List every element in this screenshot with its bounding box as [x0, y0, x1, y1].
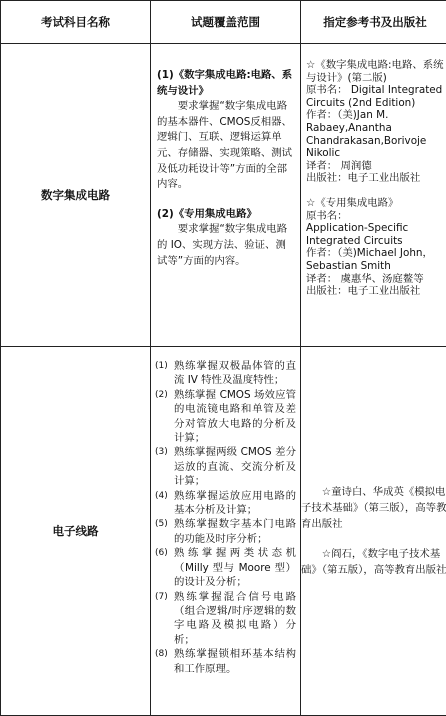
- book-title: ☆《专用集成电路》: [306, 197, 445, 210]
- book-detail: 作者：（美)Michael John，Sebastian Smith: [306, 247, 445, 272]
- scope-cell: [151, 44, 301, 347]
- book-reference: ☆阎石，《数字电子技术基础》（第五版），高等教育出版社: [301, 546, 446, 578]
- scope-cell: [151, 347, 301, 716]
- item-text: 熟练掌握数字基本门电路的功能及时序分析；: [174, 517, 296, 546]
- books-cell: [301, 44, 446, 347]
- list-item: [155, 388, 296, 446]
- book-detail: 原书名：: [306, 210, 445, 223]
- item-text: 熟练掌握两类状态机（Milly 型与 Moore 型）的设计及分析；: [174, 546, 296, 589]
- scope-section-body: 要求掌握“数字集成电路的 IO、实现方法、验证、测试等”方面的内容。: [157, 222, 294, 269]
- item-number: (6): [155, 546, 174, 589]
- list-item: [155, 647, 296, 676]
- item-number: (3): [155, 445, 174, 488]
- item-number: (1): [155, 359, 174, 388]
- book-detail: 出版社：电子工业出版社: [306, 172, 445, 185]
- header-scope: 试题覆盖范围: [151, 1, 301, 44]
- book-detail: 原书名： Digital Integrated Circuits (2nd Edition): [306, 84, 445, 109]
- book-detail: 译者： 周润德: [306, 160, 445, 173]
- scope-section-title: (1)《数字集成电路:电路、系统与设计》: [157, 68, 294, 99]
- subject-cell: 电子线路: [1, 347, 151, 716]
- scope-list: [151, 347, 300, 676]
- table-header-row: [1, 1, 446, 44]
- list-item: [155, 445, 296, 488]
- subject-cell: 数字集成电路: [1, 44, 151, 347]
- scope-section-body: 要求掌握“数字集成电路的基本器件、CMOS反相器、逻辑门、互联、逻辑运算单元、存储器、实现策略、测试及低功耗设计等”方面的全部内容。: [157, 99, 294, 193]
- item-number: (7): [155, 590, 174, 648]
- list-item: [155, 359, 296, 388]
- scope-section-title: (2)《专用集成电路》: [157, 207, 294, 223]
- item-text: 熟练掌握锁相环基本结构和工作原理。: [174, 647, 296, 676]
- item-number: (5): [155, 517, 174, 546]
- list-item: [155, 489, 296, 518]
- book-title: ☆《数字集成电路:电路、系统与设计》(第二版): [306, 59, 445, 84]
- list-item: [155, 546, 296, 589]
- header-books: 指定参考书及出版社: [301, 1, 446, 44]
- table-row: [1, 44, 446, 347]
- item-text: 熟练掌握 CMOS 场效应管的电流镜电路和单管及差分对管放大电路的分析及计算；: [174, 388, 296, 446]
- item-text: 熟练掌握混合信号电路（组合逻辑/时序逻辑的数字电路及模拟电路）分析；: [174, 590, 296, 648]
- item-number: (8): [155, 647, 174, 676]
- list-item: [155, 517, 296, 546]
- book-reference: ☆童诗白、华成英《模拟电子技术基础》（第三版），高等教育出版社: [301, 484, 446, 532]
- header-subject: 考试科目名称: [1, 1, 151, 44]
- book-detail: Application-Specific Integrated Circuits: [306, 222, 445, 247]
- item-number: (4): [155, 489, 174, 518]
- books-cell: [301, 347, 446, 716]
- item-text: 熟练掌握两级 CMOS 差分运放的直流、交流分析及计算；: [174, 445, 296, 488]
- list-item: [155, 590, 296, 648]
- book-detail: 作者：（美)Jan M. Rabaey,Anantha Chandrakasan,Borivoje Nikolic: [306, 109, 445, 159]
- book-detail: 译者： 虞惠华、汤庭鳌等: [306, 273, 445, 286]
- book-detail: 出版社：电子工业出版社: [306, 285, 445, 298]
- table-row: [1, 347, 446, 716]
- item-text: 熟练掌握双极晶体管的直流 IV 特性及温度特性；: [174, 359, 296, 388]
- item-number: (2): [155, 388, 174, 446]
- item-text: 熟练掌握运放应用电路的基本分析及计算；: [174, 489, 296, 518]
